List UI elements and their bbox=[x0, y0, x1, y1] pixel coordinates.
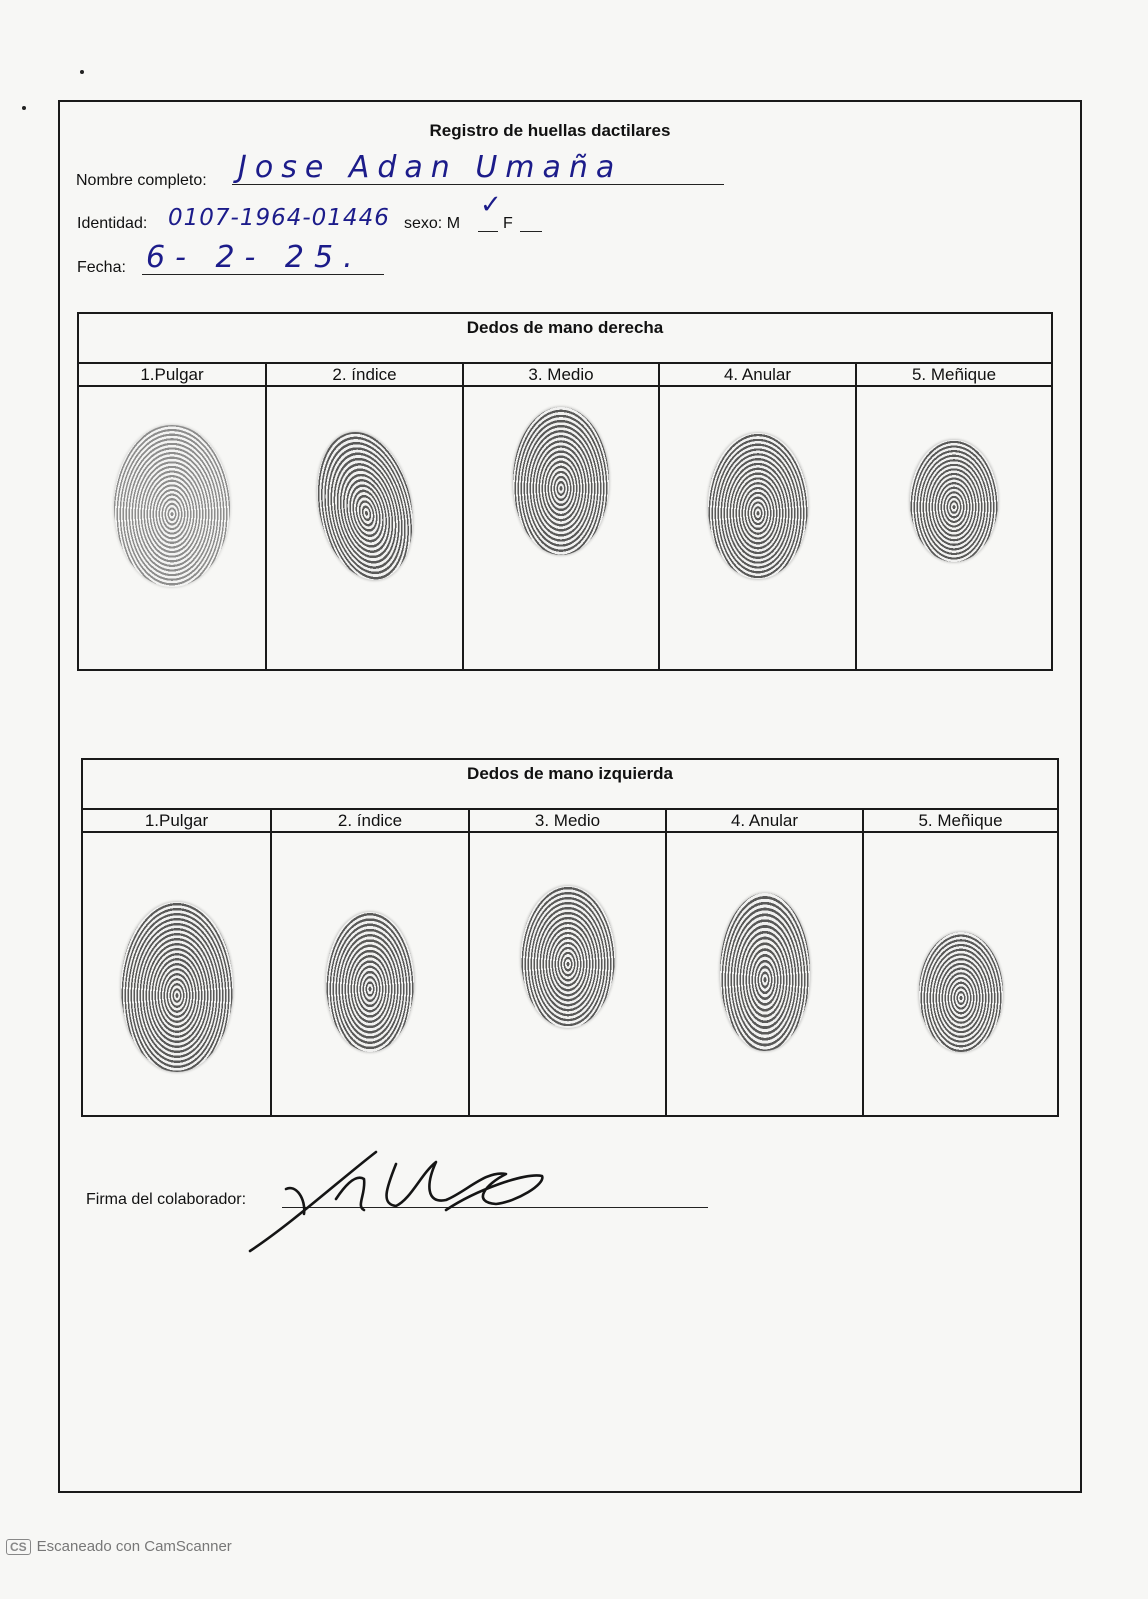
fingerprint-right-thumb bbox=[114, 425, 230, 587]
fingerprint-left-ring bbox=[720, 893, 810, 1051]
camscanner-logo: CS bbox=[6, 1539, 31, 1555]
fingerprint-right-middle bbox=[513, 407, 609, 555]
left-index-box bbox=[271, 832, 469, 1116]
left-col-ring: 4. Anular bbox=[666, 809, 863, 832]
camscanner-footer bbox=[6, 1538, 232, 1555]
right-col-thumb: 1.Pulgar bbox=[78, 363, 266, 386]
right-col-index: 2. índice bbox=[266, 363, 463, 386]
left-thumb-box bbox=[82, 832, 271, 1116]
fingerprint-right-little bbox=[910, 440, 998, 562]
sex-m-line bbox=[478, 231, 498, 232]
id-value: 0107-1964-01446 bbox=[168, 205, 390, 231]
name-label: Nombre completo: bbox=[76, 172, 207, 189]
right-ring-box bbox=[659, 386, 856, 670]
left-col-index: 2. índice bbox=[271, 809, 469, 832]
right-thumb-box bbox=[78, 386, 266, 670]
fingerprint-left-index bbox=[326, 912, 414, 1052]
scan-speck bbox=[22, 106, 26, 110]
id-label: Identidad: bbox=[77, 215, 148, 232]
fingerprint-right-ring bbox=[708, 433, 808, 579]
left-middle-box bbox=[469, 832, 666, 1116]
signature-scribble bbox=[246, 1144, 566, 1254]
left-hand-table bbox=[81, 758, 1059, 1117]
left-col-thumb: 1.Pulgar bbox=[82, 809, 271, 832]
date-label: Fecha: bbox=[77, 259, 126, 276]
sex-f-line bbox=[520, 231, 542, 232]
fingerprint-left-thumb bbox=[121, 902, 233, 1072]
name-line bbox=[232, 184, 724, 185]
signature-label: Firma del colaborador: bbox=[86, 1191, 247, 1208]
right-hand-header: Dedos de mano derecha bbox=[78, 313, 1052, 363]
left-little-box bbox=[863, 832, 1058, 1116]
camscanner-text: Escaneado con CamScanner bbox=[36, 1538, 232, 1555]
fingerprint-right-index bbox=[304, 423, 425, 589]
right-col-middle: 3. Medio bbox=[463, 363, 659, 386]
form-title: Registro de huellas dactilares bbox=[429, 121, 671, 140]
fingerprint-left-little bbox=[919, 932, 1003, 1052]
fingerprint-left-middle bbox=[521, 886, 615, 1028]
right-index-box bbox=[266, 386, 463, 670]
left-hand-header: Dedos de mano izquierda bbox=[82, 759, 1058, 809]
left-col-middle: 3. Medio bbox=[469, 809, 666, 832]
left-col-little: 5. Meñique bbox=[863, 809, 1058, 832]
sex-label-m: sexo: M bbox=[404, 215, 461, 232]
date-line bbox=[142, 274, 384, 275]
sex-mark: ✓ bbox=[480, 190, 504, 220]
right-col-little: 5. Meñique bbox=[856, 363, 1052, 386]
sex-label-f: F bbox=[503, 215, 513, 232]
right-middle-box bbox=[463, 386, 659, 670]
right-little-box bbox=[856, 386, 1052, 670]
scan-speck bbox=[80, 70, 84, 74]
right-hand-table bbox=[77, 312, 1053, 671]
date-value: 6- 2- 25. bbox=[146, 240, 363, 275]
name-value: Jose Adan Umaña bbox=[238, 150, 623, 185]
left-ring-box bbox=[666, 832, 863, 1116]
right-col-ring: 4. Anular bbox=[659, 363, 856, 386]
